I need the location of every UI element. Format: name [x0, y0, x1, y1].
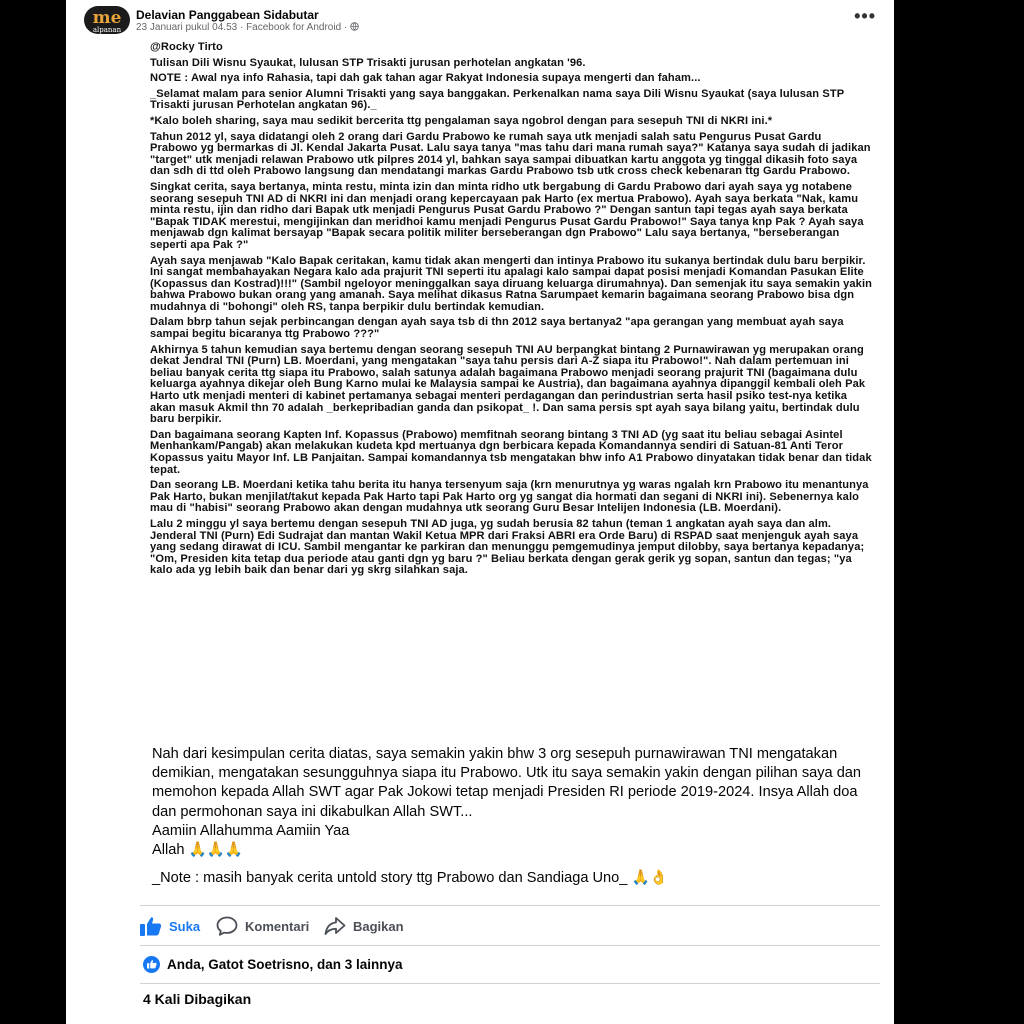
image-paragraph: Ayah saya menjawab "Kalo Bapak ceritakan, kamu tidak akan mengerti dan intinya Prabowo itu sukanya bertindak dulu baru berpikir. Ini sangat membahayakan Negara kalo ada prajurit TNI seperti itu apalagi kalo sampai dapat posisi menjadi Komandan Pasukan Elite (Kopassus dan Kostrad)!!!" (Sambil ngeloyor meninggalkan saya diruang keluarga dirumahnya). Dan semenjak itu saya semakin yakin bahwa Prabowo bukan orang yang amanah. Saya melihat dikasus Ratna Sarumpaet kemarin bagaimana seorang Prabowo bisa dgn mudahnya di "bohongi" oleh RS, tanpa berpikir dulu bertindak kemudian.: [150, 254, 873, 313]
image-paragraph: *Kalo boleh sharing, saya mau sedikit bercerita ttg pengalaman saya ngobrol dengan para sesepuh TNI di NKRI ini.*: [150, 114, 773, 127]
share-icon: [324, 916, 346, 936]
like-label: Suka: [169, 918, 201, 934]
image-paragraph: Dan seorang LB. Moerdani ketika tahu berita itu hanya tersenyum saja (krn menurutnya yg waras ngalah krn Prabowo itu menantunya Pak Harto, bukan menjilat/takut kepada Pak Harto tapi Pak Harto org yg sangat dia hormati dan segani di NKRI ini). Sebenernya kalo mau di "habisi" seorang Prabowo akan dengan mudahnya utk seorang Guru Besar Intelijen Indonesia (LB. Moerdani).: [150, 479, 869, 515]
author-name[interactable]: Delavian Panggabean Sidabutar: [136, 8, 319, 22]
post-caption: [152, 745, 872, 888]
more-options-icon[interactable]: •••: [854, 6, 876, 26]
post-meta: [136, 22, 359, 33]
image-paragraph: Singkat cerita, saya bertanya, minta restu, minta izin dan minta ridho utk bergabung di Gardu Prabowo dari ayah saya yg notabene seorang sesepuh TNI AD di NKRI ini dan menjadi orang kepercayaan pak Harto (ex mertua Prabowo). Ayah saya berkata "Nak, kamu minta restu, ijin dan ridho dari Bapak utk menjadi Pengurus Pusat Gardu Prabowo ?" Dengan santun tapi tegas ayah saya berkata "Bapak TIDAK merestui, mengijinkan dan meridhoi kamu menjadi Pengurus Pusat Gardu Prabowo!" Saya tanya knp Pak ? Ayah saya menjawab dgn kalimat bersayap "Bapak secara politik militer berseberangan dgn Prabowo" Lalu saya bertanya, "berseberangan seperti apa Pak ?": [150, 180, 864, 251]
like-reaction-icon: [143, 956, 160, 973]
divider: [140, 983, 880, 984]
image-paragraph: Lalu 2 minggu yl saya bertemu dengan sesepuh TNI AD juga, yg sudah berusia 82 tahun (teman 1 angkatan ayah saya dan alm. Jenderal TNI (Purn) Edi Sudrajat dan mantan Wakil Ketua MPR dari Fraksi ABRI era Orde Baru) di RSPAD saat menjenguk ayah saya yang sedang dirawat di ICU. Sambil mengantar ke parkiran dan menunggu pemgemudinya jemput dilobby, saya bertanya kepadanya; "Om, Presiden kita tetap dua periode atau ganti dgn yg baru ?" Beliau berkata dengan gerak gerik yg sopan, santun dan tegas; "ya kalo ada yg lebih baik dan benar dari yg skrg silahkan saja.: [150, 517, 865, 577]
share-button[interactable]: [324, 914, 404, 938]
image-paragraph: Dan bagaimana seorang Kapten Inf. Kopassus (Prabowo) memfitnah seorang bintang 3 TNI AD (yg saat itu beliau sebagai Asintel Menhankam/Pangab) akan melakukan kudeta kpd mertuanya dgn berbicara kepada Komandannya sendiri di Satuan-81 Anti Teror Kopassus yaitu Mayor Inf. LB Panjaitan. Sampai komandannya tsb mengatakan bhw info A1 Prabowo dinyatakan tidak benar dan tidak tepat.: [150, 428, 872, 476]
comment-icon: [216, 916, 238, 936]
comment-label: Komentari: [245, 918, 310, 934]
avatar-sub: alpanan: [92, 26, 122, 34]
share-count[interactable]: 4 Kali Dibagikan: [143, 991, 252, 1007]
image-paragraph: NOTE : Awal nya info Rahasia, tapi dah gak tahan agar Rakyat Indonesia supaya mengerti dan faham...: [150, 72, 701, 85]
thumbs-up-icon: [140, 916, 162, 936]
like-button[interactable]: [140, 914, 200, 938]
caption-note: _Note : masih banyak cerita untold story ttg Prabowo dan Sandiaga Uno_ 🙏👌: [152, 870, 668, 887]
image-paragraph: Tulisan Dili Wisnu Syaukat, lulusan STP Trisakti jurusan perhotelan angkatan '96.: [150, 56, 586, 69]
post-meta-text: 23 Januari pukul 04.53 · Facebook for Android ·: [136, 22, 351, 33]
avatar-logo: me: [92, 8, 122, 28]
avatar[interactable]: [84, 6, 130, 34]
comment-button[interactable]: [216, 914, 309, 938]
image-paragraph: _Selamat malam para senior Alumni Trisakti yang saya banggakan. Perkenalkan nama saya Dili Wisnu Syaukat (saya lulusan STP Trisakti jurusan Perhotelan angkatan 96)._: [150, 87, 845, 112]
action-bar: [140, 914, 880, 938]
reactions-names: Anda, Gatot Soetrisno, dan 3 lainnya: [167, 956, 403, 972]
image-paragraph: @Rocky Tirto: [150, 41, 223, 53]
share-label: Bagikan: [353, 918, 404, 934]
divider: [140, 905, 880, 906]
globe-icon: [350, 22, 359, 31]
image-paragraph: Akhirnya 5 tahun kemudian saya bertemu dengan seorang sesepuh TNI AU berpangkat bintang 2 Purnawirawan yg merupakan orang dekat Jendral TNI (Purn) LB. Moerdani, yang mengatakan "saya tahu persis dari A-Z siapa itu Prabowo!". Nah dalam pertemuan ini beliau banyak cerita ttg siapa itu Prabowo, salah satunya adalah bagaimana Prabowo menjadi seorang prajurit TNI (bagaimana dulu keluarga ayahnya dikejar oleh Bung Karno mulai ke Malaysia sampai ke Austria), dan bagaimana ayahnya dipanggil kembali oleh Pak Harto utk menjadi menteri di kabinet pertamanya sebagai menteri perdagangan dan perindustrian serta hasil psiko test-nya ketika akan masuk Akmil thn 70 adalah _berkepribadian ganda dan psikopat_ !. Dan sama persis spt ayah saya bilang yaitu, bertindak dulu baru berpikir.: [150, 343, 866, 426]
caption-paragraph: Nah dari kesimpulan cerita diatas, saya semakin yakin bhw 3 org sesepuh purnawirawan TNI mengatakan demikian, mengatakan sesungguhnya siapa itu Prabowo. Utk itu saya semakin yakin dengan pilihan saya dan memohon kepada Allah SWT agar Pak Jokowi tetap menjadi Presiden RI periode 2019-2024. Insya Allah doa dan permohonan saya ini dikabulkan Allah SWT...: [152, 746, 862, 820]
caption-line: Allah 🙏🙏🙏: [152, 842, 244, 859]
post-header: [84, 4, 894, 40]
image-paragraph: Dalam bbrp tahun sejak perbincangan dengan ayah saya tsb di thn 2012 saya bertanya2 "apa gerangan yang membuat ayah saya sampai begitu bicaranya ttg Prabowo ???": [150, 316, 844, 341]
image-paragraph: Tahun 2012 yl, saya didatangi oleh 2 orang dari Gardu Prabowo ke rumah saya utk menjadi salah satu Pengurus Pusat Gardu Prabowo yg bermarkas di Jl. Kendal Jakarta Pusat. Lalu saya tanya "mas tahu dari mana rumah saya?" Katanya saya sudah di jadikan "target" utk menjadi relawan Prabowo utk pilpres 2014 yl, bahkan saya sampai dibuatkan kartu anggota yg tinggal dikasih foto saya dan sdh di ttd oleh Prabowo langsung dan mendatangi markas Gardu Prabowo tsb utk cross check kebenaran ttg Gardu Prabowo.: [150, 130, 871, 178]
divider: [140, 945, 880, 946]
reactions-summary[interactable]: [143, 954, 403, 974]
post-image-text: [150, 42, 872, 581]
caption-line: Aamiin Allahumma Aamiin Yaa: [152, 822, 350, 839]
